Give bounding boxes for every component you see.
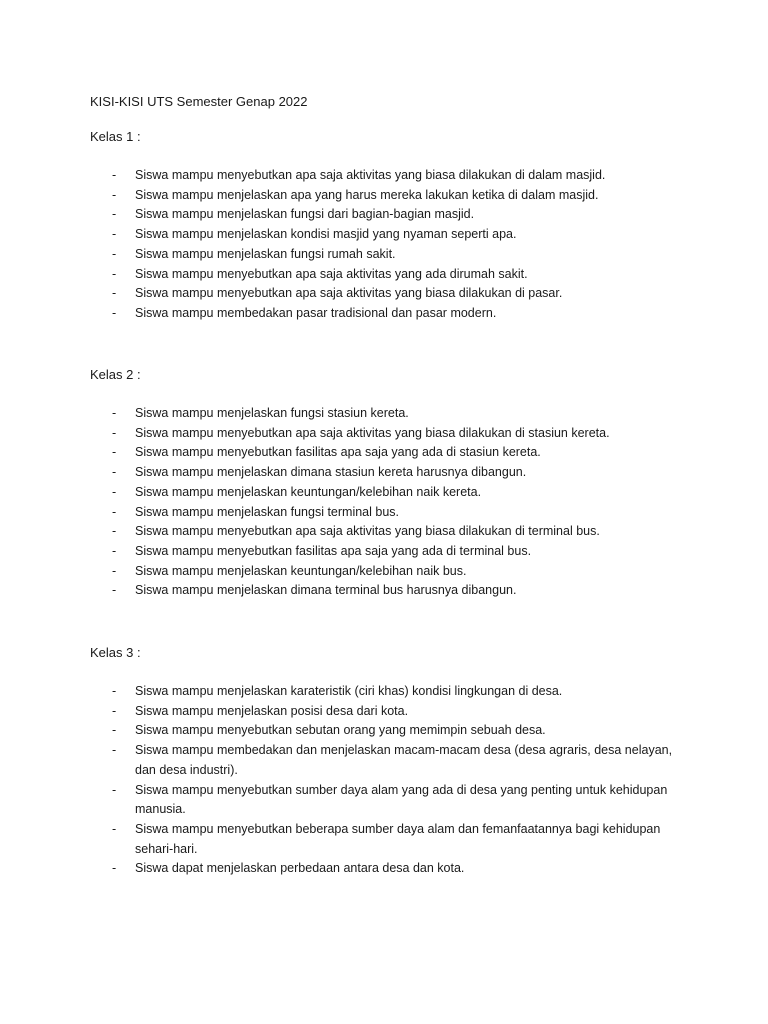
list-item <box>90 702 690 722</box>
list-item <box>90 304 690 324</box>
bullet-dash: - <box>112 684 117 698</box>
list-item-text: Siswa mampu menyebutkan apa saja aktivitas yang biasa dilakukan di stasiun kereta. <box>135 425 610 440</box>
list-item <box>90 721 690 741</box>
list-item <box>90 581 690 601</box>
bullet-dash: - <box>112 168 117 182</box>
bullet-dash: - <box>112 425 117 440</box>
bullet-list <box>90 404 690 601</box>
list-item-text: Siswa mampu menjelaskan fungsi terminal bus. <box>135 504 400 519</box>
list-item-text: Siswa mampu menjelaskan fungsi dari bagian-bagian masjid. <box>135 207 475 222</box>
list-item <box>90 443 690 463</box>
list-item-text: Siswa mampu menyebutkan fasilitas apa saja yang ada di terminal bus. <box>135 543 532 558</box>
list-item <box>90 522 690 542</box>
list-item <box>90 463 690 483</box>
section-heading: Kelas 2 : <box>90 367 141 382</box>
bullet-dash: - <box>112 782 117 797</box>
list-item-text: Siswa mampu menyebutkan beberapa sumber daya alam dan femanfaatannya bagi kehidupan sehari-hari. <box>135 821 661 856</box>
bullet-dash: - <box>112 821 117 836</box>
list-item <box>90 859 690 879</box>
list-item-text: Siswa mampu menyebutkan sumber daya alam yang ada di desa yang penting untuk kehidupan manusia. <box>135 782 668 817</box>
bullet-dash: - <box>112 305 117 320</box>
bullet-dash: - <box>112 524 117 539</box>
list-item-text: Siswa mampu menjelaskan fungsi rumah sakit. <box>135 246 396 261</box>
list-item-text: Siswa mampu menyebutkan apa saja aktivitas yang biasa dilakukan di dalam masjid. <box>135 168 606 182</box>
list-item-text: Siswa mampu menyebutkan sebutan orang yang memimpin sebuah desa. <box>135 723 546 738</box>
bullet-list <box>90 166 690 324</box>
bullet-dash: - <box>112 246 117 261</box>
bullet-dash: - <box>112 543 117 558</box>
list-item-text: Siswa dapat menjelaskan perbedaan antara desa dan kota. <box>135 861 465 876</box>
list-item-text: Siswa mampu menjelaskan fungsi stasiun kereta. <box>135 406 409 420</box>
list-item <box>90 404 690 424</box>
list-item <box>90 503 690 523</box>
document-title: KISI-KISI UTS Semester Genap 2022 <box>90 94 308 109</box>
list-item <box>90 542 690 562</box>
list-item-text: Siswa mampu menyebutkan apa saja aktivitas yang biasa dilakukan di terminal bus. <box>135 524 600 539</box>
list-item-text: Siswa mampu menjelaskan dimana stasiun kereta harusnya dibangun. <box>135 465 527 480</box>
bullet-dash: - <box>112 227 117 242</box>
section-kelas-1 <box>90 128 690 324</box>
section-heading: Kelas 1 : <box>90 129 141 144</box>
section-kelas-3 <box>90 644 690 879</box>
bullet-dash: - <box>112 286 117 301</box>
list-item <box>90 424 690 444</box>
bullet-dash: - <box>112 861 117 876</box>
list-item-text: Siswa mampu menjelaskan posisi desa dari kota. <box>135 703 409 718</box>
bullet-dash: - <box>112 743 117 758</box>
bullet-dash: - <box>112 504 117 519</box>
bullet-dash: - <box>112 703 117 718</box>
list-item <box>90 225 690 245</box>
list-item <box>90 820 690 859</box>
list-item <box>90 245 690 265</box>
list-item-text: Siswa mampu menyebutkan apa saja aktivitas yang biasa dilakukan di pasar. <box>135 286 563 301</box>
list-item-text: Siswa mampu membedakan dan menjelaskan macam-macam desa (desa agraris, desa nelayan, dan desa industri). <box>135 743 673 777</box>
list-item-text: Siswa mampu menjelaskan dimana terminal bus harusnya dibangun. <box>135 583 517 598</box>
list-item-text: Siswa mampu menyebutkan fasilitas apa saja yang ada di stasiun kereta. <box>135 445 541 460</box>
bullet-dash: - <box>112 266 117 281</box>
list-item <box>90 166 690 186</box>
bullet-dash: - <box>112 484 117 499</box>
bullet-dash: - <box>112 583 117 598</box>
list-item <box>90 265 690 285</box>
list-item <box>90 186 690 206</box>
bullet-dash: - <box>112 723 117 738</box>
list-item-text: Siswa mampu menjelaskan kondisi masjid yang nyaman seperti apa. <box>135 227 517 242</box>
list-item-text: Siswa mampu menjelaskan apa yang harus mereka lakukan ketika di dalam masjid. <box>135 187 599 202</box>
section-kelas-2 <box>90 366 690 601</box>
list-item <box>90 781 690 820</box>
list-item <box>90 284 690 304</box>
bullet-dash: - <box>112 465 117 480</box>
list-item <box>90 741 690 780</box>
bullet-dash: - <box>112 207 117 222</box>
list-item-text: Siswa mampu menjelaskan karateristik (ciri khas) kondisi lingkungan di desa. <box>135 684 563 698</box>
section-heading: Kelas 3 : <box>90 645 141 660</box>
list-item-text: Siswa mampu menyebutkan apa saja aktivitas yang ada dirumah sakit. <box>135 266 528 281</box>
list-item <box>90 483 690 503</box>
bullet-dash: - <box>112 563 117 578</box>
list-item-text: Siswa mampu menjelaskan keuntungan/kelebihan naik bus. <box>135 563 467 578</box>
bullet-list <box>90 682 690 879</box>
bullet-dash: - <box>112 406 117 420</box>
bullet-dash: - <box>112 187 117 202</box>
list-item-text: Siswa mampu membedakan pasar tradisional dan pasar modern. <box>135 305 497 320</box>
list-item <box>90 682 690 702</box>
list-item <box>90 205 690 225</box>
bullet-dash: - <box>112 445 117 460</box>
list-item-text: Siswa mampu menjelaskan keuntungan/kelebihan naik kereta. <box>135 484 482 499</box>
list-item <box>90 562 690 582</box>
